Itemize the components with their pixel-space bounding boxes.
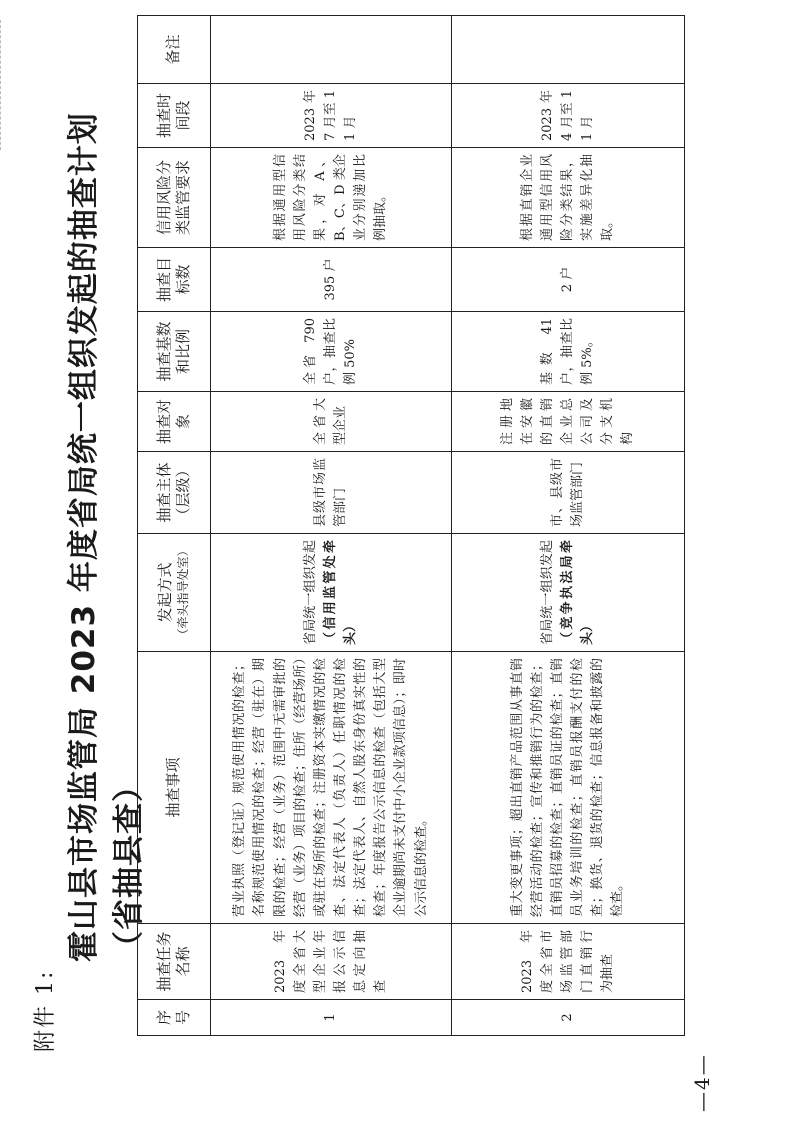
cell-seq: 2 bbox=[452, 1000, 685, 1036]
header-goal: 抽查目标数 bbox=[138, 248, 211, 312]
page-number: —4— bbox=[690, 1053, 714, 1112]
method-main: 省局统一组织发起 bbox=[302, 540, 318, 645]
cell-remark bbox=[452, 16, 685, 84]
cell-method bbox=[452, 534, 685, 652]
table-row bbox=[211, 16, 452, 1036]
header-target: 抽查对象 bbox=[138, 392, 211, 452]
header-method bbox=[138, 534, 211, 652]
cell-items: 重大变更事项；超出直销产品范围从事直销经营活动的检查；宣传和推销行为的检查；直销员招募的检查；直销员证的检查；直销员业务培训的检查；直销员报酬支付的检查；换货、退货的检查；信息报备和披露的检查。 bbox=[452, 652, 685, 924]
header-task-name: 抽查任务名称 bbox=[138, 924, 211, 1000]
inspection-plan-table bbox=[137, 15, 685, 1036]
cell-base: 基数 41 户，抽查比例 5%。 bbox=[452, 312, 685, 392]
method-main: 省局统一组织发起 bbox=[539, 540, 555, 645]
cell-method bbox=[211, 534, 452, 652]
header-items: 抽查事项 bbox=[138, 652, 211, 924]
annex-label: 附件 1: bbox=[33, 969, 58, 1052]
table-header-row bbox=[138, 16, 211, 1036]
cell-goal: 2 户 bbox=[452, 248, 685, 312]
method-lead: （信用监管处牵头） bbox=[322, 540, 359, 645]
table-row bbox=[452, 16, 685, 1036]
page-title: 霍山县市场监管局 2023 年度省局统一组织发起的抽查计划（省抽县查） bbox=[66, 112, 147, 962]
cell-items: 营业执照（登记证）规范使用情况的检查；名称规范使用情况的检查；经营（驻在）期限的检查；经营（业务）范围中无需审批的经营（业务）项目的检查；住所（经营场所）或驻在场所的检查；注册资本实缴情况的检查、法定代表人（负责人）任职情况的检查；法定代表人、自然人股东身份真实性的检查；年度报告公示信息的检查（包括大型企业逾期尚未支付中小企业款项信息）；即时公示信息的检查。 bbox=[211, 652, 452, 924]
header-method-main: 发起方式 bbox=[156, 562, 175, 623]
header-subject: 抽查主体（层级） bbox=[138, 452, 211, 534]
cell-subject: 县级市场监管部门 bbox=[211, 452, 452, 534]
method-lead: （竞争执法局牵头） bbox=[559, 540, 596, 645]
cell-period: 2023 年 4 月至 11 月 bbox=[452, 84, 685, 148]
cell-goal: 395 户 bbox=[211, 248, 452, 312]
cell-subject: 市、县级市场监管部门 bbox=[452, 452, 685, 534]
cell-target: 全省大型企业 bbox=[211, 392, 452, 452]
header-remark: 备注 bbox=[138, 16, 211, 84]
header-credit: 信用风险分类监管要求 bbox=[138, 148, 211, 248]
header-rule bbox=[0, 20, 3, 150]
cell-base: 全省 790 户，抽查比例 50% bbox=[211, 312, 452, 392]
cell-credit: 根据直销企业通用型信用风险分类结果，实施差异化抽取。 bbox=[452, 148, 685, 248]
header-method-sub: （牵头指导处室） bbox=[175, 544, 190, 641]
header-seq: 序号 bbox=[138, 1000, 211, 1036]
header-period: 抽查时间段 bbox=[138, 84, 211, 148]
cell-remark bbox=[211, 16, 452, 84]
cell-task-name: 2023 年度全省大型企业年报公示信息定向抽查 bbox=[211, 924, 452, 1000]
cell-target: 注册地在安徽的直销企业总公司及分支机构 bbox=[452, 392, 685, 452]
cell-credit: 根据通用型信用风险分类结果，对 A、B、C、D 类企业分别递加比例抽取。 bbox=[211, 148, 452, 248]
header-base: 抽查基数和比例 bbox=[138, 312, 211, 392]
cell-seq: 1 bbox=[211, 1000, 452, 1036]
cell-period: 2023 年 7 月至 11 月 bbox=[211, 84, 452, 148]
cell-task-name: 2023 年度全省市场监管部门直销行为抽查 bbox=[452, 924, 685, 1000]
